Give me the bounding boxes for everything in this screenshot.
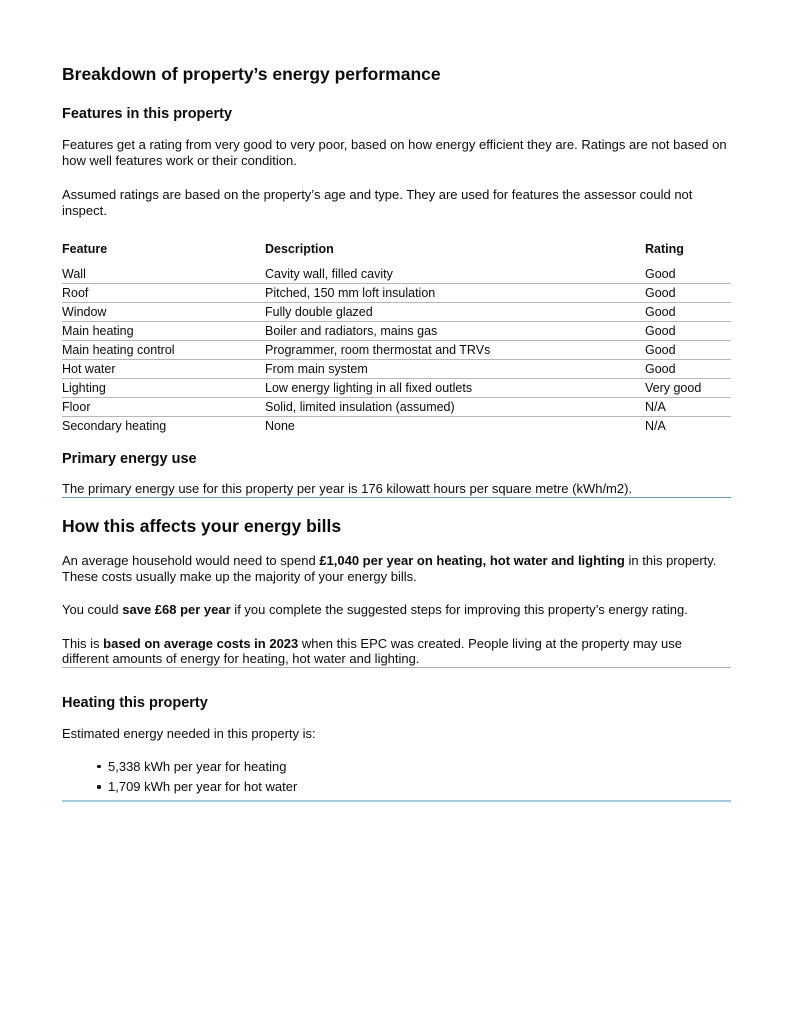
column-header-description: Description [265, 242, 334, 257]
section-divider [62, 800, 731, 802]
cell-feature: Hot water [62, 360, 265, 379]
cell-rating: Very good [645, 379, 731, 398]
primary-energy-paragraph: The primary energy use for this property per year is 176 kilowatt hours per square metre (kWh/m2). [62, 481, 633, 497]
cell-rating: N/A [645, 419, 666, 434]
list-item: 1,709 kWh per year for hot water [108, 779, 731, 795]
column-header-feature: Feature [62, 242, 108, 257]
bills-cost-paragraph [62, 553, 731, 584]
primary-energy-heading: Primary energy use [62, 451, 197, 468]
section-divider [62, 497, 731, 498]
cell-description: None [265, 419, 295, 434]
cell-description: Solid, limited insulation (assumed) [265, 398, 645, 417]
section-features [62, 106, 731, 435]
cell-feature: Main heating control [62, 341, 265, 360]
bills-average-costs-paragraph [62, 636, 731, 667]
table-row [62, 417, 731, 436]
bold-text-segment: based on average costs in 2023 [103, 635, 299, 651]
section-heating [62, 695, 731, 795]
section-divider [62, 667, 731, 668]
cell-rating: Good [645, 303, 731, 322]
text-segment: An average household would need to spend [62, 552, 320, 568]
cell-feature: Wall [62, 265, 265, 284]
text-segment: You could [62, 602, 123, 618]
features-rating-paragraph: Features get a rating from very good to very poor, based on how energy efficient they are. Ratings are not based on how well features work or their condition. [62, 137, 727, 168]
features-table [62, 241, 731, 435]
text-segment: This is [62, 635, 104, 651]
bills-savings-paragraph [62, 602, 731, 618]
text-segment: if you complete the suggested steps for improving this property’s energy rating. [230, 602, 688, 618]
cell-description: Pitched, 150 mm loft insulation [265, 284, 645, 303]
section-primary-energy [62, 451, 731, 497]
energy-bills-heading: How this affects your energy bills [62, 515, 342, 536]
cell-feature: Roof [62, 284, 265, 303]
text-segment: when this EPC was created. People living at the property may use different amounts of energy for heating, hot water and lighting. [62, 635, 682, 667]
table-row [62, 303, 731, 322]
table-row [62, 398, 731, 417]
cell-feature: Floor [62, 398, 265, 417]
cell-rating: Good [645, 360, 731, 379]
cell-rating: N/A [645, 398, 731, 417]
bold-text-segment: save £68 per year [122, 602, 231, 618]
cell-feature: Main heating [62, 322, 265, 341]
cell-description: Fully double glazed [265, 303, 645, 322]
heating-heading: Heating this property [62, 694, 208, 711]
heating-intro-paragraph: Estimated energy needed in this property is: [62, 725, 316, 741]
features-assumed-paragraph: Assumed ratings are based on the property’s age and type. They are used for features the assessor could not inspect. [62, 187, 693, 218]
cell-description: Programmer, room thermostat and TRVs [265, 341, 645, 360]
table-row [62, 379, 731, 398]
bold-text-segment: £1,040 per year on heating, hot water and lighting [319, 552, 625, 568]
cell-feature: Secondary heating [62, 419, 167, 434]
table-row [62, 322, 731, 341]
text-segment: in this property. These costs usually make up the majority of your energy bills. [62, 552, 717, 584]
cell-description: Boiler and radiators, mains gas [265, 322, 645, 341]
list-item: 5,338 kWh per year for heating [108, 759, 731, 775]
cell-rating: Good [645, 322, 731, 341]
cell-description: Cavity wall, filled cavity [265, 265, 645, 284]
cell-description: Low energy lighting in all fixed outlets [265, 379, 645, 398]
cell-rating: Good [645, 265, 731, 284]
table-header-row [62, 241, 731, 265]
table-row [62, 284, 731, 303]
page-title: Breakdown of property’s energy performance [62, 64, 441, 84]
cell-feature: Lighting [62, 379, 265, 398]
section-energy-bills [62, 516, 731, 667]
cell-rating: Good [645, 284, 731, 303]
heating-energy-list [62, 759, 731, 795]
cell-rating: Good [645, 341, 731, 360]
table-row [62, 265, 731, 284]
table-row [62, 360, 731, 379]
table-row [62, 341, 731, 360]
column-header-rating: Rating [645, 242, 684, 257]
cell-feature: Window [62, 303, 265, 322]
cell-description: From main system [265, 360, 645, 379]
features-heading: Features in this property [62, 106, 233, 122]
